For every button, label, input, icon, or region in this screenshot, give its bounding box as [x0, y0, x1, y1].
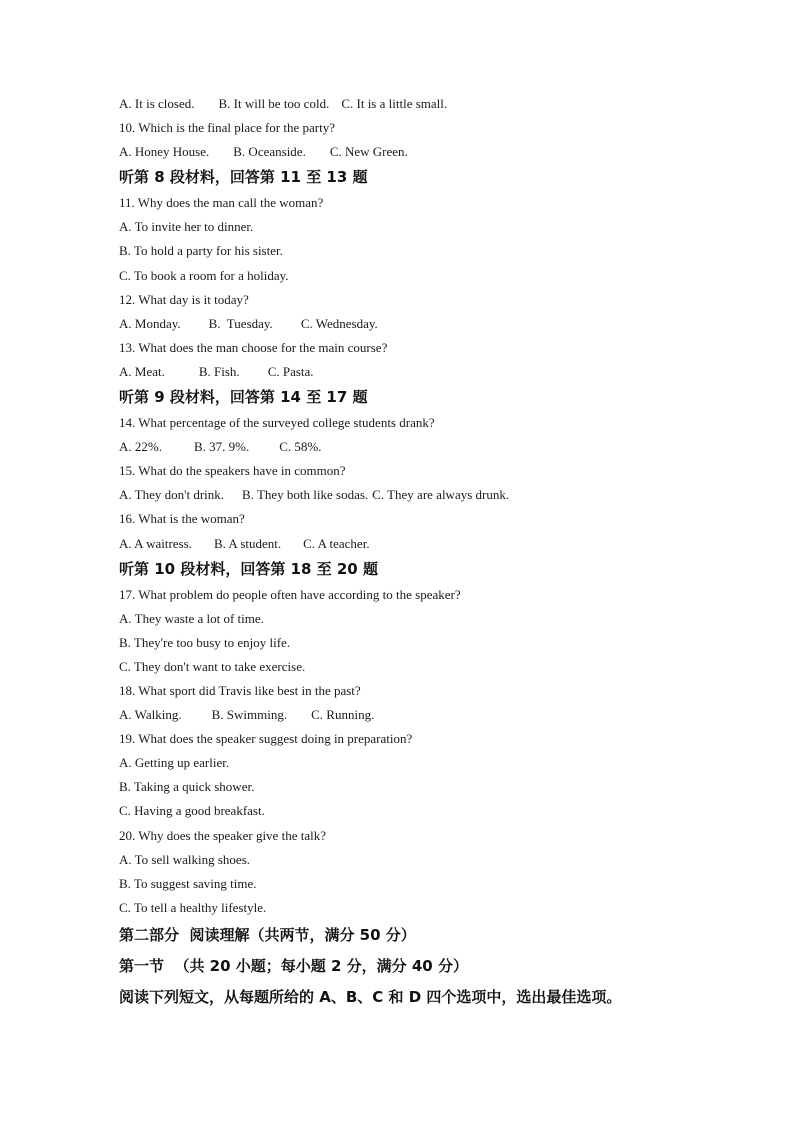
answer-option: C. To tell a healthy lifestyle.	[119, 899, 267, 915]
answer-option: B. It will be too cold.	[218, 96, 330, 111]
question-text: 12. What day is it today?	[119, 291, 249, 307]
answer-options-row	[119, 92, 719, 116]
answer-options-row	[119, 483, 719, 507]
answer-option: C. Wednesday.	[300, 315, 378, 331]
answer-option: B. Taking a quick shower.	[119, 779, 255, 795]
answer-option: C. It is a little small.	[341, 96, 448, 111]
question-text: 20. Why does the speaker give the talk?	[119, 827, 326, 843]
answer-option: A. To invite her to dinner.	[119, 219, 254, 235]
answer-option: C. Pasta.	[267, 363, 314, 379]
answer-options-row	[119, 532, 719, 556]
answer-option: A. Meat.	[119, 363, 165, 379]
answer-option: A. It is closed.	[119, 96, 195, 111]
answer-option: C. A teacher.	[303, 535, 370, 551]
question-text: 15. What do the speakers have in common?	[119, 463, 346, 479]
answer-option: B. Fish.	[198, 363, 240, 379]
question-text: 17. What problem do people often have according to the speaker?	[119, 586, 461, 602]
question-text: 11. Why does the man call the woman?	[119, 195, 324, 211]
answer-option: C. Having a good breakfast.	[119, 803, 265, 819]
question-text: 10. Which is the final place for the party?	[119, 120, 335, 136]
answer-option: A. Honey House.	[119, 144, 210, 160]
answer-options-row	[119, 140, 719, 164]
answer-options-row	[119, 703, 719, 727]
answer-option: B. To hold a party for his sister.	[119, 243, 283, 259]
answer-options-row	[119, 435, 719, 459]
answer-option: A. They don't drink.	[119, 487, 225, 503]
listening-section-heading: 听第 10 段材料，回答第 18 至 20 题	[119, 559, 378, 578]
answer-options-row	[119, 312, 719, 336]
answer-option: C. They don't want to take exercise.	[119, 658, 306, 674]
exam-content	[119, 92, 719, 1013]
answer-option: B. Oceanside.	[233, 144, 306, 160]
answer-option: C. To book a room for a holiday.	[119, 267, 289, 283]
part-heading: 第二部分 阅读理解（共两节，满分 50 分）	[119, 925, 416, 944]
answer-option: A. A waitress.	[119, 535, 192, 551]
answer-option: C. New Green.	[329, 144, 408, 160]
answer-option: B. A student.	[213, 535, 282, 551]
answer-option: C. 58%.	[279, 439, 322, 455]
answer-option: C. They are always drunk.	[372, 487, 510, 503]
answer-option: C. Running.	[311, 707, 375, 723]
question-text: 18. What sport did Travis like best in the past?	[119, 682, 361, 698]
answer-option: A. Monday.	[119, 315, 181, 331]
question-text: 19. What does the speaker suggest doing in preparation?	[119, 731, 413, 747]
part-heading: 第一节 （共 20 小题；每小题 2 分，满分 40 分）	[119, 956, 468, 975]
answer-options-row	[119, 360, 719, 384]
answer-option: B. Tuesday.	[208, 315, 273, 331]
part-heading: 阅读下列短文，从每题所给的 A、B、C 和 D 四个选项中，选出最佳选项。	[119, 987, 622, 1006]
answer-option: B. To suggest saving time.	[119, 875, 257, 891]
answer-option: B. 37. 9%.	[193, 439, 250, 455]
question-text: 14. What percentage of the surveyed college students drank?	[119, 415, 435, 431]
answer-option: A. They waste a lot of time.	[119, 610, 264, 626]
answer-option: B. Swimming.	[211, 707, 288, 723]
question-text: 13. What does the man choose for the main course?	[119, 339, 388, 355]
answer-option: A. To sell walking shoes.	[119, 851, 251, 867]
answer-option: A. Walking.	[119, 707, 182, 723]
question-text: 16. What is the woman?	[119, 511, 245, 527]
listening-section-heading: 听第 9 段材料，回答第 14 至 17 题	[119, 388, 368, 407]
answer-option: A. 22%.	[119, 439, 162, 455]
listening-section-heading: 听第 8 段材料，回答第 11 至 13 题	[119, 168, 368, 187]
answer-option: B. They're too busy to enjoy life.	[119, 634, 291, 650]
answer-option: B. They both like sodas.	[242, 487, 369, 503]
answer-option: A. Getting up earlier.	[119, 755, 230, 771]
